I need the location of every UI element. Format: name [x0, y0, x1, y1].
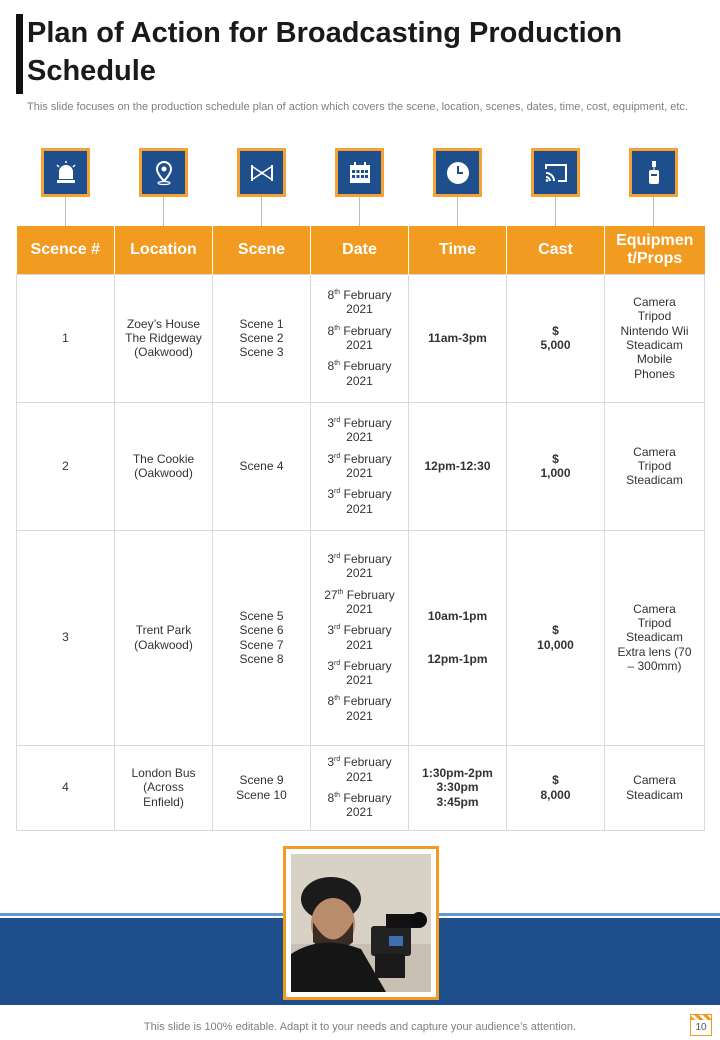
cell-cast: $ 1,000 — [507, 402, 605, 530]
icon-cell-scene — [212, 148, 310, 226]
header-equipment: Equipmen t/Props — [605, 226, 705, 274]
cell-scene: Scene 9 Scene 10 — [213, 745, 311, 830]
cell-location: Trent Park (Oakwood) — [115, 530, 213, 745]
cell-scene: Scene 4 — [213, 402, 311, 530]
header-scene-number: Scence # — [17, 226, 115, 274]
icon-connector — [457, 197, 458, 226]
table-row — [17, 402, 705, 530]
cell-equipment: Camera Tripod Nintendo Wii Steadicam Mobile Phones — [605, 274, 705, 402]
icon-connector — [555, 197, 556, 226]
cameraman-photo-frame — [283, 846, 439, 1000]
cell-time: 10am-1pm 12pm-1pm — [409, 530, 507, 745]
cast-icon — [531, 148, 580, 197]
table-row — [17, 530, 705, 745]
cell-cast: $ 5,000 — [507, 274, 605, 402]
cameraman-photo — [291, 854, 431, 992]
cell-equipment: Camera Tripod Steadicam Extra lens (70 – 300mm) — [605, 530, 705, 745]
cell-location: London Bus (Across Enfield) — [115, 745, 213, 830]
icon-connector — [65, 197, 66, 226]
cell-time: 11am-3pm — [409, 274, 507, 402]
icon-cell-time — [408, 148, 506, 226]
icon-connector — [261, 197, 262, 226]
cell-scene-number: 2 — [17, 402, 115, 530]
header-location: Location — [115, 226, 213, 274]
clapper-icon — [237, 148, 286, 197]
icon-cell-date — [310, 148, 408, 226]
page-number: 10 — [695, 1022, 707, 1033]
cell-time: 12pm-12:30 — [409, 402, 507, 530]
cell-equipment: Camera Steadicam — [605, 745, 705, 830]
calendar-icon — [335, 148, 384, 197]
icon-connector — [653, 197, 654, 226]
location-pin-icon — [139, 148, 188, 197]
table-header-row — [17, 226, 705, 274]
microphone-icon — [629, 148, 678, 197]
title-accent-bar — [16, 14, 23, 94]
cell-scene-number: 3 — [17, 530, 115, 745]
column-icon-row — [16, 148, 704, 226]
icon-connector — [163, 197, 164, 226]
page-title: Plan of Action for Broadcasting Production Schedule — [27, 17, 623, 87]
cell-cast: $ 10,000 — [507, 530, 605, 745]
icon-connector — [359, 197, 360, 226]
page-subtitle: This slide focuses on the production schedule plan of action which covers the scene, location, scenes, dates, time, cost, equipment, etc. — [27, 101, 688, 113]
page-number-badge — [690, 1014, 712, 1036]
cell-scene: Scene 5 Scene 6 Scene 7 Scene 8 — [213, 530, 311, 745]
cell-cast: $ 8,000 — [507, 745, 605, 830]
cell-date: 8th February 2021 8th February 2021 8th February 2021 — [311, 274, 409, 402]
cell-equipment: Camera Tripod Steadicam — [605, 402, 705, 530]
cell-scene-number: 4 — [17, 745, 115, 830]
table-row — [17, 745, 705, 830]
table-row — [17, 274, 705, 402]
icon-cell-cast — [506, 148, 604, 226]
header-cast: Cast — [507, 226, 605, 274]
footer-note: This slide is 100% editable. Adapt it to your needs and capture your audience’s attention. — [143, 1021, 577, 1033]
cell-location: Zoey’s House The Ridgeway (Oakwood) — [115, 274, 213, 402]
header-date: Date — [311, 226, 409, 274]
cell-date: 3rd February 2021 3rd February 2021 3rd February 2021 — [311, 402, 409, 530]
production-schedule-table — [16, 226, 705, 831]
icon-cell-scene-number — [16, 148, 114, 226]
header-time: Time — [409, 226, 507, 274]
clock-icon — [433, 148, 482, 197]
cell-location: The Cookie (Oakwood) — [115, 402, 213, 530]
siren-icon — [41, 148, 90, 197]
cell-time: 1:30pm-2pm 3:30pm 3:45pm — [409, 745, 507, 830]
icon-cell-equipment — [604, 148, 702, 226]
icon-cell-location — [114, 148, 212, 226]
cell-date: 3rd February 2021 27th February 2021 3rd February 2021 3rd February 2021 8th February 2021 — [311, 530, 409, 745]
header-scene: Scene — [213, 226, 311, 274]
cell-scene-number: 1 — [17, 274, 115, 402]
cell-scene: Scene 1 Scene 2 Scene 3 — [213, 274, 311, 402]
cell-date: 3rd February 2021 8th February 2021 — [311, 745, 409, 830]
